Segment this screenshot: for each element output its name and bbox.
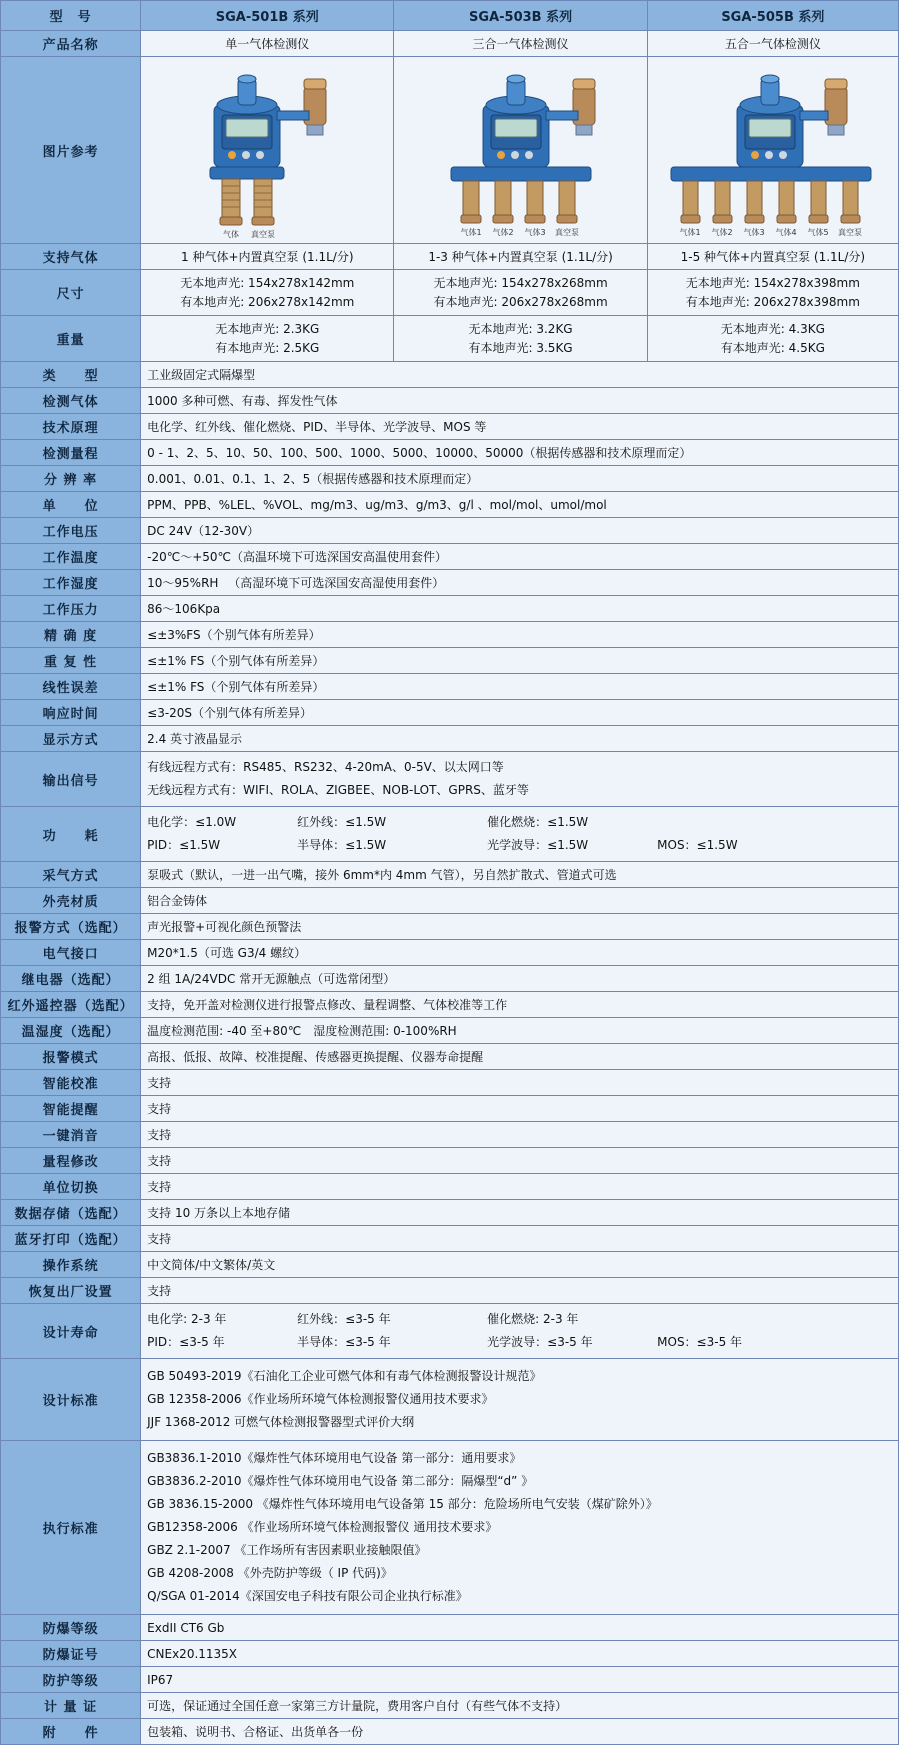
design-standard-item: GB 12358-2006《作业场所环境气体检测报警仪通用技术要求》: [147, 1392, 494, 1407]
row-label-model: 型 号: [1, 1, 141, 31]
table-row-range-modify: [1, 1148, 899, 1174]
support-gas-1: 1 种气体+内置真空泵 (1.1L/分): [141, 244, 394, 270]
table-row-product-name: [1, 31, 899, 57]
table-row-tech-principle: [1, 414, 899, 440]
value-detect-gas: 1000 多种可燃、有毒、挥发性气体: [141, 388, 899, 414]
life-pid: PID：≤3-5 年: [147, 1335, 225, 1350]
value-ir-remote-opt: 支持，免开盖对检测仪进行报警点修改、量程调整、气体校准等工作: [141, 992, 899, 1018]
weight-1-intrinsic: 有本地声光: 2.5KG: [215, 340, 320, 355]
row-label-shell-material: 外壳材质: [1, 888, 141, 914]
design-standard-item: JJF 1368-2012 可燃气体检测报警器型式评价大纲: [147, 1415, 415, 1430]
weight-2: [394, 316, 647, 362]
value-unit: PPM、PPB、%LEL、%VOL、mg/m3、ug/m3、g/m3、g/l 、mol/mol、umol/mol: [141, 492, 899, 518]
support-gas-2: 1-3 种气体+内置真空泵 (1.1L/分): [394, 244, 647, 270]
table-row-relay-opt: [1, 966, 899, 992]
row-label-image-ref: 图片参考: [1, 57, 141, 244]
weight-1-nonintrinsic: 无本地声光: 2.3KG: [215, 322, 320, 337]
output-wireless: 无线远程方式有：WIFI、ROLA、ZIGBEE、NOB-LOT、GPRS、蓝牙等: [147, 783, 529, 798]
table-row-range: [1, 440, 899, 466]
table-row-image-ref: [1, 57, 899, 244]
table-row-accuracy: [1, 622, 899, 648]
table-row-detect-gas: [1, 388, 899, 414]
design-standard-item: GB 50493-2019《石油化工企业可燃气体和有毒气体检测报警设计规范》: [147, 1369, 542, 1384]
table-row-ir-remote-opt: [1, 992, 899, 1018]
table-row-factory-reset: [1, 1278, 899, 1304]
design-life-line-1: [147, 1308, 892, 1331]
table-row-shell-material: [1, 888, 899, 914]
row-label-display: 显示方式: [1, 726, 141, 752]
table-row-work-humidity: [1, 570, 899, 596]
power-line-1: [147, 811, 892, 834]
row-label-unit: 单 位: [1, 492, 141, 518]
size-2: [394, 270, 647, 316]
size-2-intrinsic: 有本地声光: 206x278x268mm: [433, 294, 608, 309]
row-label-range: 检测量程: [1, 440, 141, 466]
row-label-detect-gas: 检测气体: [1, 388, 141, 414]
life-semiconductor: 半导体：≤3-5 年: [297, 1335, 391, 1350]
size-3: [647, 270, 898, 316]
row-label-smart-reminder: 智能提醒: [1, 1096, 141, 1122]
value-os: 中文简体/中文繁体/英文: [141, 1252, 899, 1278]
row-label-exec-standard: 执行标准: [1, 1441, 141, 1615]
value-alarm-modes: 高报、低报、故障、校准提醒、传感器更换提醒、仪器寿命提醒: [141, 1044, 899, 1070]
row-label-alarm-mode-opt: 报警方式（选配）: [1, 914, 141, 940]
weight-1: [141, 316, 394, 362]
table-row-accessories: [1, 1719, 899, 1745]
row-label-ip-grade: 防护等级: [1, 1667, 141, 1693]
row-label-linear-error: 线性误差: [1, 674, 141, 700]
table-row-response-time: [1, 700, 899, 726]
port-label-gas4-3: 气体4: [775, 228, 797, 237]
value-tech-principle: 电化学、红外线、催化燃烧、PID、半导体、光学波导、MOS 等: [141, 414, 899, 440]
value-sampling: 泵吸式（默认，一进一出气嘴，接外 6mm*内 4mm 气管），另自然扩散式、管道式可选: [141, 862, 899, 888]
weight-2-intrinsic: 有本地声光: 3.5KG: [468, 340, 573, 355]
model-col-2: SGA-503B 系列: [394, 1, 647, 31]
value-unit-switch: 支持: [141, 1174, 899, 1200]
value-bluetooth-print-opt: 支持: [141, 1226, 899, 1252]
table-row-category: [1, 362, 899, 388]
row-label-repeatability: 重 复 性: [1, 648, 141, 674]
value-smart-calibration: 支持: [141, 1070, 899, 1096]
power-catalytic: 催化燃烧：≤1.5W: [487, 815, 589, 830]
row-label-electrical-interface: 电气接口: [1, 940, 141, 966]
exec-standard-item: GB 4208-2008 《外壳防护等级（ IP 代码)》: [147, 1566, 393, 1581]
row-label-sampling: 采气方式: [1, 862, 141, 888]
table-row-resolution: [1, 466, 899, 492]
table-row-ip-grade: [1, 1667, 899, 1693]
size-1-nonintrinsic: 无本地声光: 154x278x142mm: [180, 276, 355, 290]
design-life-line-2: [147, 1331, 892, 1354]
model-col-1: SGA-501B 系列: [141, 1, 394, 31]
table-row-ex-grade: [1, 1615, 899, 1641]
table-row-work-temp: [1, 544, 899, 570]
product-name-1: 单一气体检测仪: [141, 31, 394, 57]
table-row-alarm-mode-opt: [1, 914, 899, 940]
value-linear-error: ≤±1% FS（个别气体有所差异）: [141, 674, 899, 700]
value-temp-humidity-opt: 温度检测范围: -40 至+80℃ 湿度检测范围: 0-100%RH: [141, 1018, 899, 1044]
row-label-os: 操作系统: [1, 1252, 141, 1278]
gas-detector-illustration-1: [152, 65, 382, 245]
row-label-power: 功 耗: [1, 807, 141, 862]
value-alarm-mode-opt: 声光报警+可视化颜色预警法: [141, 914, 899, 940]
table-row-work-voltage: [1, 518, 899, 544]
life-infrared: 红外线：≤3-5 年: [297, 1312, 391, 1327]
row-label-ex-grade: 防爆等级: [1, 1615, 141, 1641]
weight-2-nonintrinsic: 无本地声光: 3.2KG: [468, 322, 573, 337]
value-metering-cert: 可选，保证通过全国任意一家第三方计量院，费用客户自付（有些气体不支持）: [141, 1693, 899, 1719]
exec-standard-item: GB3836.1-2010《爆炸性气体环境用电气设备 第一部分：通用要求》: [147, 1451, 522, 1466]
support-gas-3: 1-5 种气体+内置真空泵 (1.1L/分): [647, 244, 898, 270]
row-label-relay-opt: 继电器（选配）: [1, 966, 141, 992]
row-label-product-name: 产品名称: [1, 31, 141, 57]
table-row-display: [1, 726, 899, 752]
row-label-weight: 重量: [1, 316, 141, 362]
row-label-temp-humidity-opt: 温湿度（选配）: [1, 1018, 141, 1044]
value-response-time: ≤3-20S（个别气体有所差异）: [141, 700, 899, 726]
value-work-voltage: DC 24V（12-30V）: [141, 518, 899, 544]
product-name-2: 三合一气体检测仪: [394, 31, 647, 57]
power-pid: PID：≤1.5W: [147, 838, 221, 853]
table-row-sampling: [1, 862, 899, 888]
value-range-modify: 支持: [141, 1148, 899, 1174]
port-label-gas-1: 气体: [223, 230, 240, 239]
table-row-ex-cert: [1, 1641, 899, 1667]
value-exec-standard: [141, 1441, 899, 1615]
port-label-gas5-3: 气体5: [807, 228, 829, 237]
port-label-pump-2: 真空泵: [554, 228, 579, 237]
row-label-design-life: 设计寿命: [1, 1304, 141, 1359]
port-label-gas1-2: 气体1: [460, 228, 482, 237]
row-label-accuracy: 精 确 度: [1, 622, 141, 648]
row-label-work-humidity: 工作湿度: [1, 570, 141, 596]
row-label-work-temp: 工作温度: [1, 544, 141, 570]
table-row-model: [1, 1, 899, 31]
gas-detector-illustration-2: [401, 65, 641, 245]
row-label-resolution: 分 辨 率: [1, 466, 141, 492]
row-label-work-voltage: 工作电压: [1, 518, 141, 544]
value-relay-opt: 2 组 1A/24VDC 常开无源触点（可选常闭型）: [141, 966, 899, 992]
table-row-size: [1, 270, 899, 316]
table-row-unit-switch: [1, 1174, 899, 1200]
size-3-intrinsic: 有本地声光: 206x278x398mm: [685, 294, 860, 309]
table-row-electrical-interface: [1, 940, 899, 966]
table-row-smart-reminder: [1, 1096, 899, 1122]
power-infrared: 红外线：≤1.5W: [297, 815, 387, 830]
port-label-gas3-3: 气体3: [743, 228, 765, 237]
row-label-one-key-mute: 一键消音: [1, 1122, 141, 1148]
row-label-ir-remote-opt: 红外遥控器（选配）: [1, 992, 141, 1018]
weight-3-intrinsic: 有本地声光: 4.5KG: [720, 340, 825, 355]
row-label-response-time: 响应时间: [1, 700, 141, 726]
row-label-factory-reset: 恢复出厂设置: [1, 1278, 141, 1304]
table-row-smart-calibration: [1, 1070, 899, 1096]
value-one-key-mute: 支持: [141, 1122, 899, 1148]
output-wired: 有线远程方式有：RS485、RS232、4-20mA、0-5V、以太网口等: [147, 760, 504, 775]
row-label-category: 类 型: [1, 362, 141, 388]
row-label-alarm-modes: 报警模式: [1, 1044, 141, 1070]
value-display: 2.4 英寸液晶显示: [141, 726, 899, 752]
value-ip-grade: IP67: [141, 1667, 899, 1693]
table-row-output-signal: [1, 752, 899, 807]
table-row-temp-humidity-opt: [1, 1018, 899, 1044]
device-image-3: [647, 57, 898, 244]
device-image-2: [394, 57, 647, 244]
port-label-pump-1: 真空泵: [251, 230, 276, 239]
size-1-intrinsic: 有本地声光: 206x278x142mm: [180, 294, 355, 309]
row-label-ex-cert: 防爆证号: [1, 1641, 141, 1667]
exec-standard-item: Q/SGA 01-2014《深国安电子科技有限公司企业执行标准》: [147, 1589, 468, 1604]
table-row-exec-standard: [1, 1441, 899, 1615]
row-label-tech-principle: 技术原理: [1, 414, 141, 440]
row-label-support-gas: 支持气体: [1, 244, 141, 270]
row-label-metering-cert: 计 量 证: [1, 1693, 141, 1719]
table-row-unit: [1, 492, 899, 518]
table-row-work-pressure: [1, 596, 899, 622]
size-1: [141, 270, 394, 316]
value-factory-reset: 支持: [141, 1278, 899, 1304]
life-electrochemical: 电化学: 2-3 年: [147, 1312, 227, 1327]
table-row-one-key-mute: [1, 1122, 899, 1148]
row-label-unit-switch: 单位切换: [1, 1174, 141, 1200]
port-label-gas2-2: 气体2: [492, 228, 514, 237]
power-electrochemical: 电化学：≤1.0W: [147, 815, 237, 830]
row-label-accessories: 附 件: [1, 1719, 141, 1745]
table-row-linear-error: [1, 674, 899, 700]
table-row-design-life: [1, 1304, 899, 1359]
value-repeatability: ≤±1% FS（个别气体有所差异）: [141, 648, 899, 674]
size-3-nonintrinsic: 无本地声光: 154x278x398mm: [685, 276, 860, 290]
row-label-work-pressure: 工作压力: [1, 596, 141, 622]
value-electrical-interface: M20*1.5（可选 G3/4 螺纹）: [141, 940, 899, 966]
weight-3: [647, 316, 898, 362]
row-label-range-modify: 量程修改: [1, 1148, 141, 1174]
value-accuracy: ≤±3%FS（个别气体有所差异）: [141, 622, 899, 648]
table-row-bluetooth-print-opt: [1, 1226, 899, 1252]
life-catalytic: 催化燃烧: 2-3 年: [487, 1312, 579, 1327]
port-label-gas2-3: 气体2: [711, 228, 733, 237]
value-shell-material: 铝合金铸体: [141, 888, 899, 914]
table-row-design-standard: [1, 1359, 899, 1441]
power-optical-waveguide: 光学波导：≤1.5W: [487, 838, 589, 853]
value-ex-cert: CNEx20.1135X: [141, 1641, 899, 1667]
value-power: [141, 807, 899, 862]
value-work-temp: -20℃～+50℃（高温环境下可选深国安高温使用套件）: [141, 544, 899, 570]
value-ex-grade: ExdII CT6 Gb: [141, 1615, 899, 1641]
value-accessories: 包装箱、说明书、合格证、出货单各一份: [141, 1719, 899, 1745]
exec-standard-item: GB3836.2-2010《爆炸性气体环境用电气设备 第二部分：隔爆型“d” 》: [147, 1474, 534, 1489]
value-design-life: [141, 1304, 899, 1359]
table-row-power: [1, 807, 899, 862]
row-label-design-standard: 设计标准: [1, 1359, 141, 1441]
table-row-os: [1, 1252, 899, 1278]
table-row-repeatability: [1, 648, 899, 674]
port-label-pump-3: 真空泵: [837, 228, 862, 237]
row-label-output-signal: 输出信号: [1, 752, 141, 807]
port-label-gas1-3: 气体1: [679, 228, 701, 237]
value-design-standard: [141, 1359, 899, 1441]
value-output-signal: [141, 752, 899, 807]
model-col-3: SGA-505B 系列: [647, 1, 898, 31]
gas-detector-illustration-3: [649, 65, 897, 245]
value-work-humidity: 10～95%RH （高湿环境下可选深国安高湿使用套件）: [141, 570, 899, 596]
value-range: 0 - 1、2、5、10、50、100、500、1000、5000、10000、50000（根据传感器和技术原理而定）: [141, 440, 899, 466]
device-image-1: [141, 57, 394, 244]
row-label-data-storage-opt: 数据存储（选配）: [1, 1200, 141, 1226]
exec-standard-item: GB12358-2006 《作业场所环境气体检测报警仪 通用技术要求》: [147, 1520, 498, 1535]
power-semiconductor: 半导体：≤1.5W: [297, 838, 387, 853]
row-label-size: 尺寸: [1, 270, 141, 316]
product-name-3: 五合一气体检测仪: [647, 31, 898, 57]
row-label-bluetooth-print-opt: 蓝牙打印（选配）: [1, 1226, 141, 1252]
table-row-alarm-modes: [1, 1044, 899, 1070]
exec-standard-item: GB 3836.15-2000 《爆炸性气体环境用电气设备第 15 部分：危险场所电气安装（煤矿除外）》: [147, 1497, 658, 1512]
value-smart-reminder: 支持: [141, 1096, 899, 1122]
size-2-nonintrinsic: 无本地声光: 154x278x268mm: [433, 276, 608, 290]
value-category: 工业级固定式隔爆型: [141, 362, 899, 388]
power-line-2: [147, 834, 892, 857]
value-work-pressure: 86～106Kpa: [141, 596, 899, 622]
table-row-metering-cert: [1, 1693, 899, 1719]
value-data-storage-opt: 支持 10 万条以上本地存储: [141, 1200, 899, 1226]
table-row-data-storage-opt: [1, 1200, 899, 1226]
life-optical-waveguide: 光学波导：≤3-5 年: [487, 1335, 593, 1350]
table-row-weight: [1, 316, 899, 362]
exec-standard-item: GBZ 2.1-2007 《工作场所有害因素职业接触限值》: [147, 1543, 427, 1558]
port-label-gas3-2: 气体3: [524, 228, 546, 237]
value-resolution: 0.001、0.01、0.1、1、2、5（根据传感器和技术原理而定）: [141, 466, 899, 492]
weight-3-nonintrinsic: 无本地声光: 4.3KG: [720, 322, 825, 337]
power-mos: MOS：≤1.5W: [657, 838, 738, 853]
life-mos: MOS：≤3-5 年: [657, 1335, 743, 1350]
row-label-smart-calibration: 智能校准: [1, 1070, 141, 1096]
